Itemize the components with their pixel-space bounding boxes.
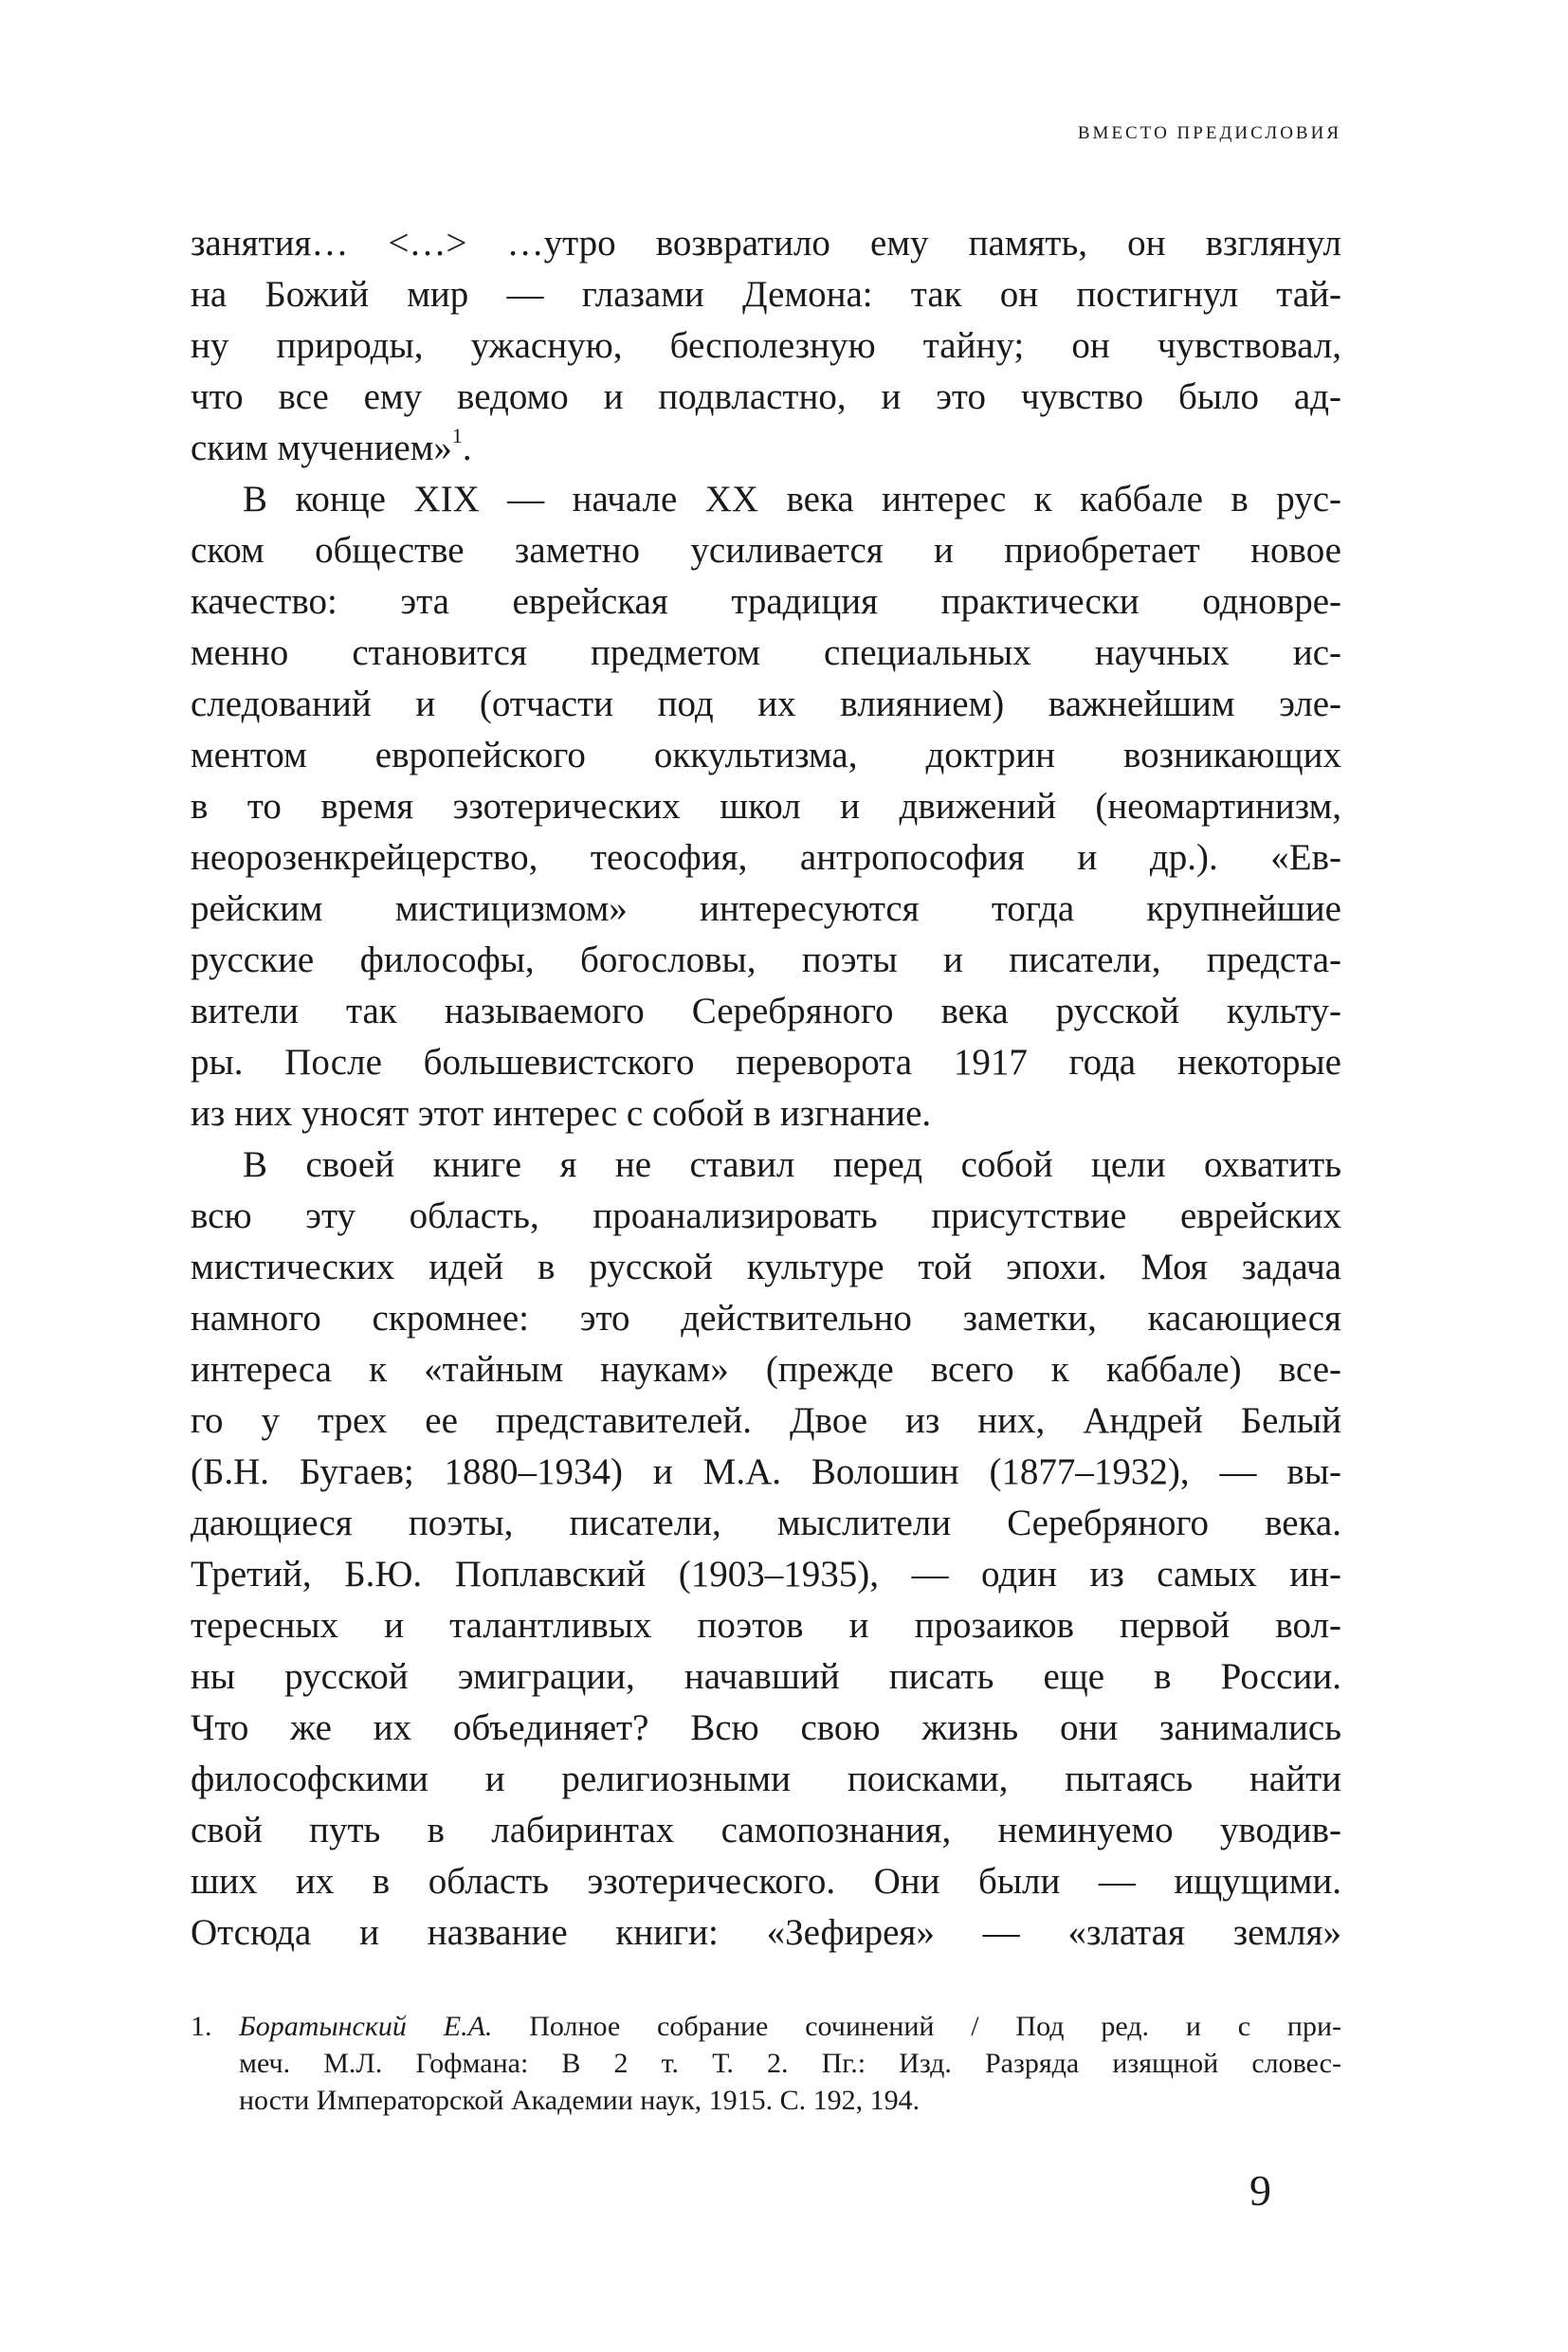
text-line-content: всю эту область, проанализировать присутствие еврейских (191, 1195, 1341, 1236)
text-line-content: следований и (отчасти под их влиянием) важнейшим эле- (191, 684, 1341, 724)
footnote-line-content: ности Императорской Академии наук, 1915. С. 192, 194. (239, 2085, 921, 2116)
text-line-content: ским мучением» (191, 428, 452, 468)
text-line-content: ментом европейского оккультизма, доктрин возникающих (191, 735, 1341, 775)
punctuation: . (462, 428, 472, 468)
footnote-number: 1. (191, 2011, 212, 2042)
footnote-line-content: Полное собрание сочинений / Под ред. и с при- (492, 2011, 1341, 2042)
text-line-content: свой путь в лабиринтах самопознания, неминуемо уводив- (191, 1810, 1341, 1851)
text-line (191, 1447, 1341, 1498)
text-line-content: в то время эзотерических школ и движений (неомартинизм, (191, 786, 1341, 827)
text-line (191, 832, 1341, 884)
text-line (191, 679, 1341, 730)
text-line (191, 1395, 1341, 1447)
text-line (191, 1703, 1341, 1754)
footnote-text (239, 2008, 1341, 2119)
text-line (191, 781, 1341, 832)
text-line (191, 1651, 1341, 1703)
text-line (191, 1242, 1341, 1293)
text-line-content: Что же их объединяет? Всю свою жизнь они занимались (191, 1707, 1341, 1748)
text-line (191, 1344, 1341, 1395)
text-line (191, 628, 1341, 679)
body-text (191, 218, 1341, 1959)
text-line-content: что все ему ведомо и подвластно, и это чувство было ад- (191, 376, 1341, 417)
text-line-content: ском обществе заметно усиливается и приобретает новое (191, 530, 1341, 571)
text-line-content: менно становится предметом специальных научных ис- (191, 632, 1341, 673)
running-header: ВМЕСТО ПРЕДИСЛОВИЯ (1077, 123, 1341, 143)
text-line-content: рейским мистицизмом» интересуются тогда крупнейшие (191, 888, 1341, 929)
text-line (191, 1549, 1341, 1600)
text-line-content: дающиеся поэты, писатели, мыслители Серебряного века. (191, 1503, 1341, 1543)
text-line (191, 372, 1341, 423)
text-line (191, 1088, 1341, 1140)
footnote-line (239, 2045, 1341, 2082)
text-line (191, 320, 1341, 372)
text-line-content: неорозенкрейцерство, теософия, антропософия и др.). «Ев- (191, 837, 1341, 878)
text-line-content: ры. После большевистского переворота 1917 года некоторые (191, 1042, 1341, 1083)
text-line (191, 1856, 1341, 1907)
footnote-line (239, 2082, 1341, 2119)
text-line (191, 423, 1341, 474)
text-line (191, 576, 1341, 628)
page-number: 9 (1249, 2166, 1271, 2215)
text-line (191, 1754, 1341, 1805)
text-line (191, 730, 1341, 781)
text-line-content: русские философы, богословы, поэты и писатели, предста- (191, 939, 1341, 980)
text-line-content: Отсюда и название книги: «Зефирея» — «златая земля» (191, 1912, 1341, 1953)
footnote-author: Боратынский Е.А. (239, 2011, 493, 2042)
footnote-line-content: меч. М.Л. Гофмана: В 2 т. Т. 2. Пг.: Изд. Разряда изящной словес- (239, 2048, 1341, 2079)
footnote-reference[interactable]: 1 (451, 424, 463, 447)
text-line-content: го у трех ее представителей. Двое из них, Андрей Белый (191, 1400, 1341, 1441)
text-line-content: из них уносят этот интерес с собой в изгнание. (191, 1093, 932, 1134)
text-line-content: занятия… <…> …утро возвратило ему память, он взглянул (191, 223, 1341, 264)
text-line-content: В конце XIX — начале XX века интерес к каббале в рус- (243, 479, 1341, 520)
text-line-content: (Б.Н. Бугаев; 1880–1934) и М.А. Волошин (1877–1932), — вы- (191, 1451, 1341, 1492)
text-line (191, 986, 1341, 1037)
text-line-content: качество: эта еврейская традиция практически одновре- (191, 581, 1341, 622)
text-line (191, 525, 1341, 576)
text-line-content: ну природы, ужасную, бесполезную тайну; он чувствовал, (191, 325, 1341, 366)
text-line-content: тересных и талантливых поэтов и прозаиков первой вол- (191, 1605, 1341, 1646)
text-line-content: вители так называемого Серебряного века русской культу- (191, 991, 1341, 1031)
text-line (191, 1293, 1341, 1344)
text-line-content: интереса к «тайным наукам» (прежде всего к каббале) все- (191, 1349, 1341, 1390)
text-line-content: намного скромнее: это действительно заметки, касающиеся (191, 1298, 1341, 1339)
text-line (191, 474, 1341, 525)
text-line-content: на Божий мир — глазами Демона: так он постигнул тай- (191, 274, 1341, 315)
text-line-content: В своей книге я не ставил перед собой цели охватить (243, 1144, 1341, 1185)
text-line (191, 1600, 1341, 1651)
text-line (191, 1140, 1341, 1191)
footnote (191, 2008, 1341, 2119)
text-line-content: ших их в область эзотерического. Они были — ищущими. (191, 1861, 1341, 1902)
text-line-content: Третий, Б.Ю. Поплавский (1903–1935), — один из самых ин- (191, 1554, 1341, 1595)
text-line (191, 935, 1341, 986)
text-line (191, 1805, 1341, 1856)
text-line (191, 1907, 1341, 1959)
text-line (191, 1498, 1341, 1549)
text-line-content: мистических идей в русской культуре той эпохи. Моя задача (191, 1247, 1341, 1287)
text-line-content: философскими и религиозными поисками, пытаясь найти (191, 1759, 1341, 1799)
text-line (191, 1037, 1341, 1088)
text-line (191, 218, 1341, 269)
text-line (191, 269, 1341, 320)
text-line (191, 1191, 1341, 1242)
footnote-line (239, 2008, 1341, 2045)
text-line (191, 884, 1341, 935)
text-line-content: ны русской эмиграции, начавший писать еще в России. (191, 1656, 1341, 1697)
